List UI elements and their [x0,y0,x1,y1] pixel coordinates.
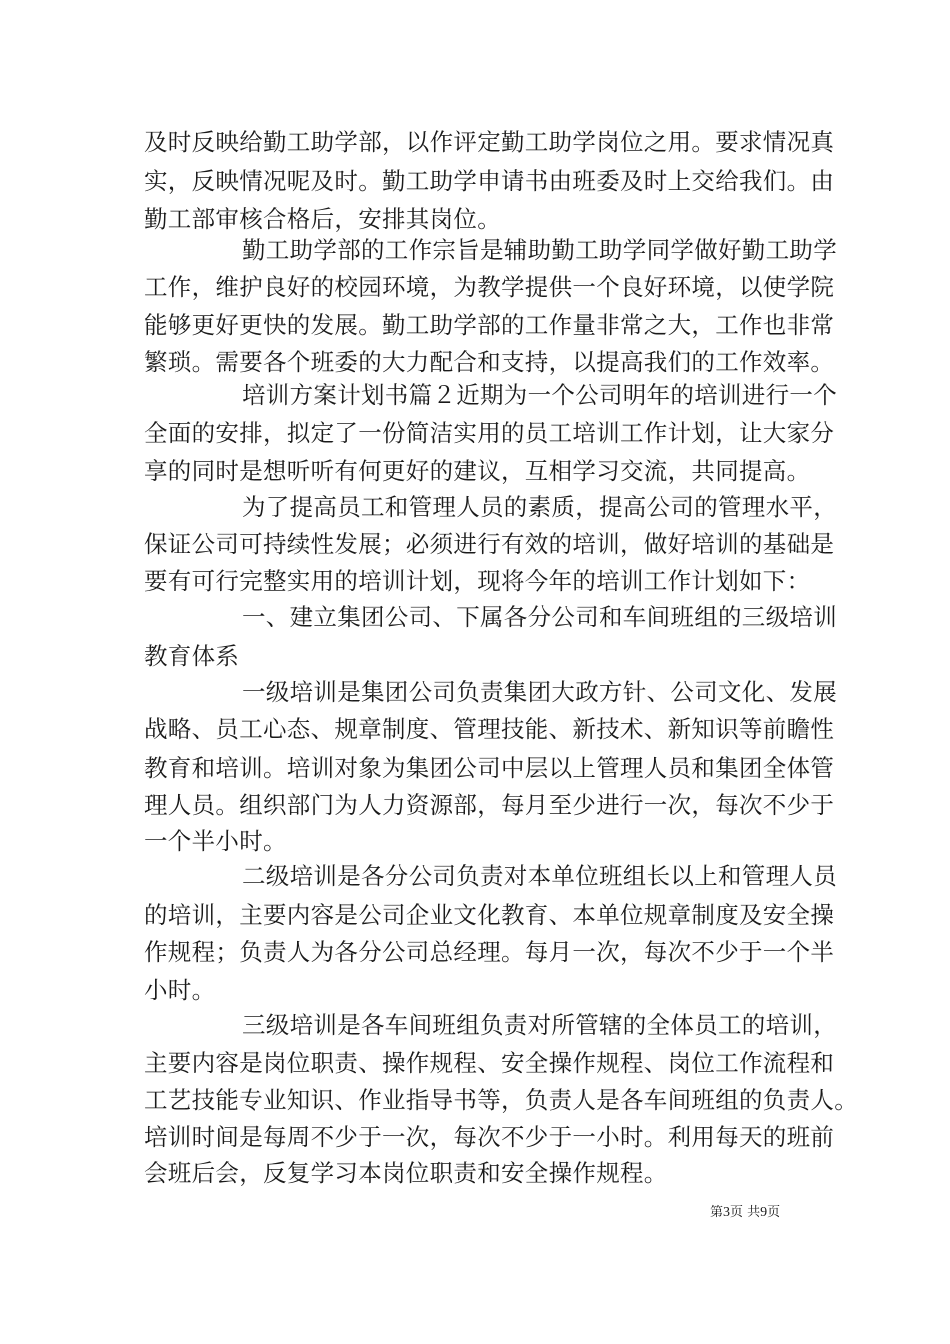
paragraph-line: 勤工助学部的工作宗旨是辅助勤工助学同学做好勤工助学 [242,236,837,264]
paragraph-line: 全面的安排，拟定了一份简洁实用的员工培训工作计划，让大家分 [144,419,835,447]
paragraph-line: 工作，维护良好的校园环境，为教学提供一个良好环境，以使学院 [144,273,835,301]
paragraph-line: 作规程；负责人为各分公司总经理。每月一次，每次不少于一个半 [144,938,835,966]
paragraph-line: 二级培训是各分公司负责对本单位班组长以上和管理人员 [242,862,837,890]
paragraph-line: 勤工部审核合格后，安排其岗位。 [144,205,501,233]
paragraph-line: 培训时间是每周不少于一次，每次不少于一小时。利用每天的班前 [144,1123,835,1151]
paragraph-line: 教育和培训。培训对象为集团公司中层以上管理人员和集团全体管 [144,754,835,782]
page-number-footer [710,1205,780,1221]
paragraph-line: 要有可行完整实用的培训计划，现将今年的培训工作计划如下： [144,567,811,595]
paragraph-line: 繁琐。需要各个班委的大力配合和支持，以提高我们的工作效率。 [144,348,835,376]
footer-prefix: 第 [710,1205,724,1220]
paragraph-line: 为了提高员工和管理人员的素质，提高公司的管理水平， [242,493,837,521]
section-heading-line: 教育体系 [144,642,240,670]
paragraph-line: 主要内容是岗位职责、操作规程、安全操作规程、岗位工作流程和 [144,1049,835,1077]
paragraph-line: 三级培训是各车间班组负责对所管辖的全体员工的培训， [242,1011,837,1039]
footer-suffix: 页 [767,1205,781,1220]
paragraph-line: 战略、员工心态、规章制度、管理技能、新技术、新知识等前瞻性 [144,715,835,743]
paragraph-line: 的培训，主要内容是公司企业文化教育、本单位规章制度及安全操 [144,901,835,929]
paragraph-line: 培训方案计划书篇２近期为一个公司明年的培训进行一个 [242,381,837,409]
section-heading-line: 一、建立集团公司、下属各分公司和车间班组的三级培训 [242,603,837,631]
paragraph-line: 能够更好更快的发展。勤工助学部的工作量非常之大，工作也非常 [144,311,835,339]
paragraph-line: 小时。 [144,976,216,1004]
paragraph-line: 及时反映给勤工助学部，以作评定勤工助学岗位之用。要求情况真 [144,128,835,156]
paragraph-line: 会班后会，反复学习本岗位职责和安全操作规程。 [144,1159,668,1187]
paragraph-line: 实，反映情况呢及时。勤工助学申请书由班委及时上交给我们。由 [144,167,835,195]
paragraph-line: 保证公司可持续性发展；必须进行有效的培训，做好培训的基础是 [144,530,835,558]
total-pages-number: 9 [760,1205,768,1220]
paragraph-line: 一级培训是集团公司负责集团大政方针、公司文化、发展 [242,678,837,706]
paragraph-line: 享的同时是想听听有何更好的建议，互相学习交流，共同提高。 [144,457,811,485]
current-page-number: 3 [723,1205,731,1220]
paragraph-line: 理人员。组织部门为人力资源部，每月至少进行一次，每次不少于 [144,791,835,819]
paragraph-line: 工艺技能专业知识、作业指导书等，负责人是各车间班组的负责人。 [144,1086,858,1114]
paragraph-line: 一个半小时。 [144,827,287,855]
footer-middle: 页 共 [730,1205,761,1220]
